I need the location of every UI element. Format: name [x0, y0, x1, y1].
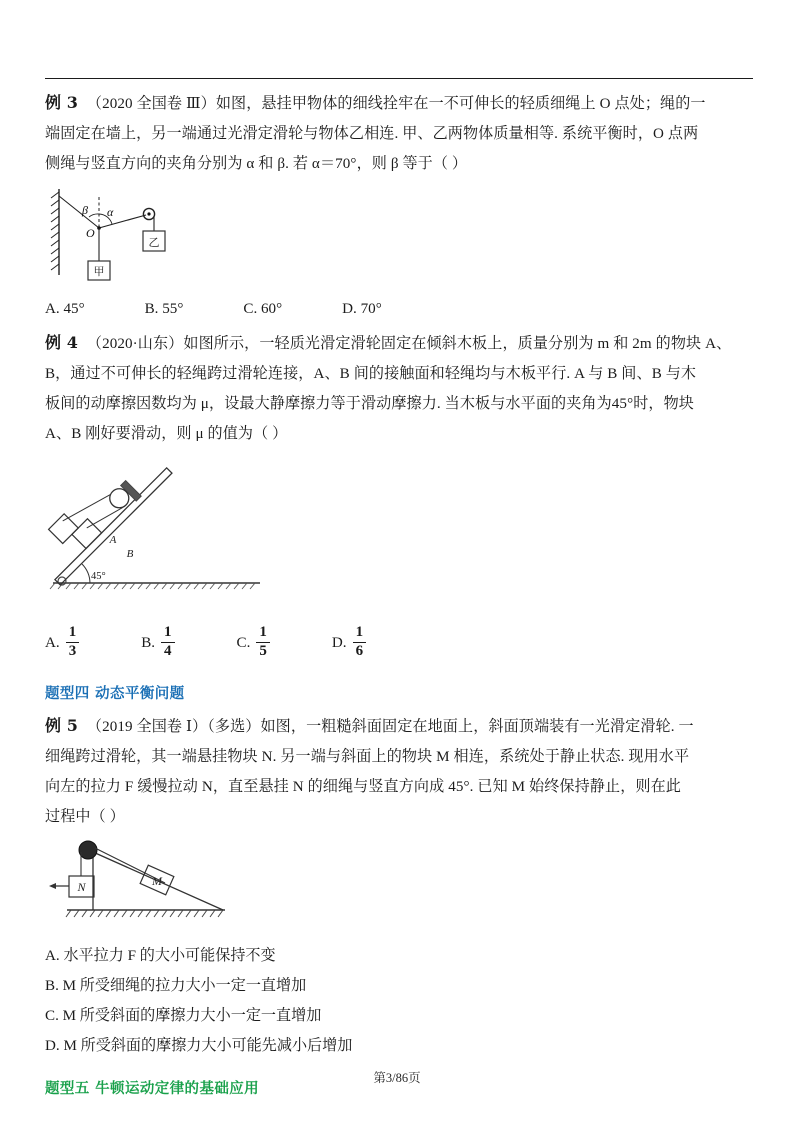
figure1-alpha-label: α	[107, 205, 114, 219]
problem-4	[45, 328, 753, 449]
figure-problem-3	[45, 183, 753, 288]
figure-problem-4	[45, 455, 753, 610]
option-a[interactable]	[45, 623, 79, 661]
problem-5-line-4: 过程中（ ）	[45, 809, 125, 825]
problem-4-label: 例 4	[45, 333, 79, 352]
figure1-block-jia-label: 甲	[93, 265, 105, 278]
problem-3-line-3: 侧绳与竖直方向的夹角分别为 α 和 β. 若 α＝70°，则 β 等于（ ）	[45, 156, 468, 172]
option-d-key: D.	[342, 301, 357, 317]
option-c-denominator: 5	[256, 642, 270, 660]
figure2-angle-label: 45°	[91, 571, 106, 582]
option-d-value: 70°	[360, 301, 382, 317]
force-arrow-icon	[49, 883, 56, 889]
problem-5-choices	[45, 941, 753, 1061]
figure1-block-yi-label: 乙	[148, 236, 160, 249]
option-a-denominator: 3	[66, 642, 80, 660]
option-b-numerator: 1	[164, 623, 172, 640]
problem-5-text-1: （2019 全国卷 Ⅰ）（多选）如图，一粗糙斜面固定在地面上，斜面顶端装有一光滑定滑轮. 一	[86, 719, 694, 735]
problem-5-line-3: 向左的拉力 F 缓慢拉动 N，直至悬挂 N 的细绳与竖直方向成 45°. 已知 M 始终保持静止，则在此	[45, 779, 681, 795]
option-b-denominator: 4	[161, 642, 175, 660]
option-d-numerator: 1	[355, 623, 364, 640]
problem-3	[45, 88, 753, 179]
incline-pulley-hanging-block-diagram	[45, 838, 275, 933]
option-c[interactable]	[236, 623, 270, 661]
problem-3-text-1: （2020 全国卷 Ⅲ）如图，悬挂甲物体的细线拴牢在一不可伸长的轻质细绳上 O 点处；绳的一	[86, 96, 706, 112]
option-d[interactable]	[331, 623, 366, 661]
option-b-value: 55°	[162, 301, 184, 317]
option-a-numerator: 1	[68, 623, 77, 640]
choice-a[interactable]: A. 水平拉力 F 的大小可能保持不变	[45, 948, 276, 964]
figure2-block-a-label: A	[109, 534, 117, 546]
option-b-key: B.	[141, 634, 156, 651]
option-d-denominator: 6	[353, 642, 367, 660]
option-c-fraction	[256, 625, 270, 660]
option-b-key: B.	[144, 301, 159, 317]
option-a-key: A.	[45, 634, 60, 651]
problem-5-label: 例 5	[45, 716, 79, 735]
option-a-key: A.	[45, 301, 60, 317]
section-heading-5: 题型五 牛顿运动定律的基础应用	[45, 1081, 260, 1097]
option-b[interactable]	[141, 623, 174, 661]
option-b[interactable]	[145, 294, 184, 324]
figure3-block-m-label: M	[152, 874, 162, 888]
option-c-numerator: 1	[259, 623, 267, 640]
figure3-block-n-label: N	[77, 880, 86, 894]
option-b-fraction	[161, 625, 175, 660]
option-d[interactable]	[342, 294, 382, 324]
problem-3-label: 例 3	[45, 93, 79, 112]
page-content	[45, 78, 753, 1106]
choice-c[interactable]: C. M 所受斜面的摩擦力大小一定一直增加	[45, 1008, 322, 1024]
problem-4-line-3: 板间的动摩擦因数均为 μ，设最大静摩擦力等于滑动摩擦力. 当木板与水平面的夹角为45°时，物块	[45, 396, 694, 412]
page-footer: 第3/86页	[373, 1071, 421, 1085]
figure1-beta-label: β	[82, 203, 88, 217]
problem-4-text-1: （2020·山东）如图所示，一轻质光滑定滑轮固定在倾斜木板上，质量分别为 m 和 2m 的物块 A、	[86, 336, 732, 352]
option-a-fraction	[66, 625, 80, 660]
option-d-key: D.	[331, 634, 347, 651]
header-divider	[45, 78, 753, 79]
problem-4-options	[45, 620, 753, 666]
rope-pulley-wall-diagram	[45, 183, 275, 288]
problem-4-line-2: B，通过不可伸长的轻绳跨过滑轮连接，A、B 间的接触面和轻绳均与木板平行. A 与 B 间、B 与木	[45, 366, 697, 382]
option-c[interactable]	[243, 294, 282, 324]
problem-3-options	[45, 294, 753, 324]
option-c-key: C.	[243, 301, 258, 317]
problem-3-line-2: 端固定在墙上，另一端通过光滑定滑轮与物体乙相连. 甲、乙两物体质量相等. 系统平衡时，O 点两	[45, 126, 699, 142]
option-c-value: 60°	[261, 301, 283, 317]
choice-d[interactable]: D. M 所受斜面的摩擦力大小可能先减小后增加	[45, 1038, 353, 1054]
choice-b[interactable]: B. M 所受细绳的拉力大小一定一直增加	[45, 978, 307, 994]
problem-5-line-2: 细绳跨过滑轮，其一端悬挂物块 N. 另一端与斜面上的物块 M 相连，系统处于静止状态. 现用水平	[45, 749, 690, 765]
problem-4-line-4: A、B 刚好要滑动，则 μ 的值为（ ）	[45, 426, 288, 442]
problem-5-line-1	[45, 711, 753, 742]
option-a[interactable]	[45, 294, 85, 324]
figure2-block-b-label: B	[126, 548, 134, 560]
option-d-fraction	[353, 625, 367, 660]
option-c-key: C.	[236, 634, 251, 651]
option-a-value: 45°	[63, 301, 85, 317]
figure-problem-5	[45, 838, 753, 933]
figure1-origin-label: O	[86, 226, 95, 240]
problem-5	[45, 711, 753, 832]
problem-3-line-1	[45, 88, 753, 119]
section-heading-4: 题型四 动态平衡问题	[45, 686, 185, 702]
inclined-board-pulley-diagram	[45, 455, 345, 607]
problem-4-line-1	[45, 328, 753, 359]
